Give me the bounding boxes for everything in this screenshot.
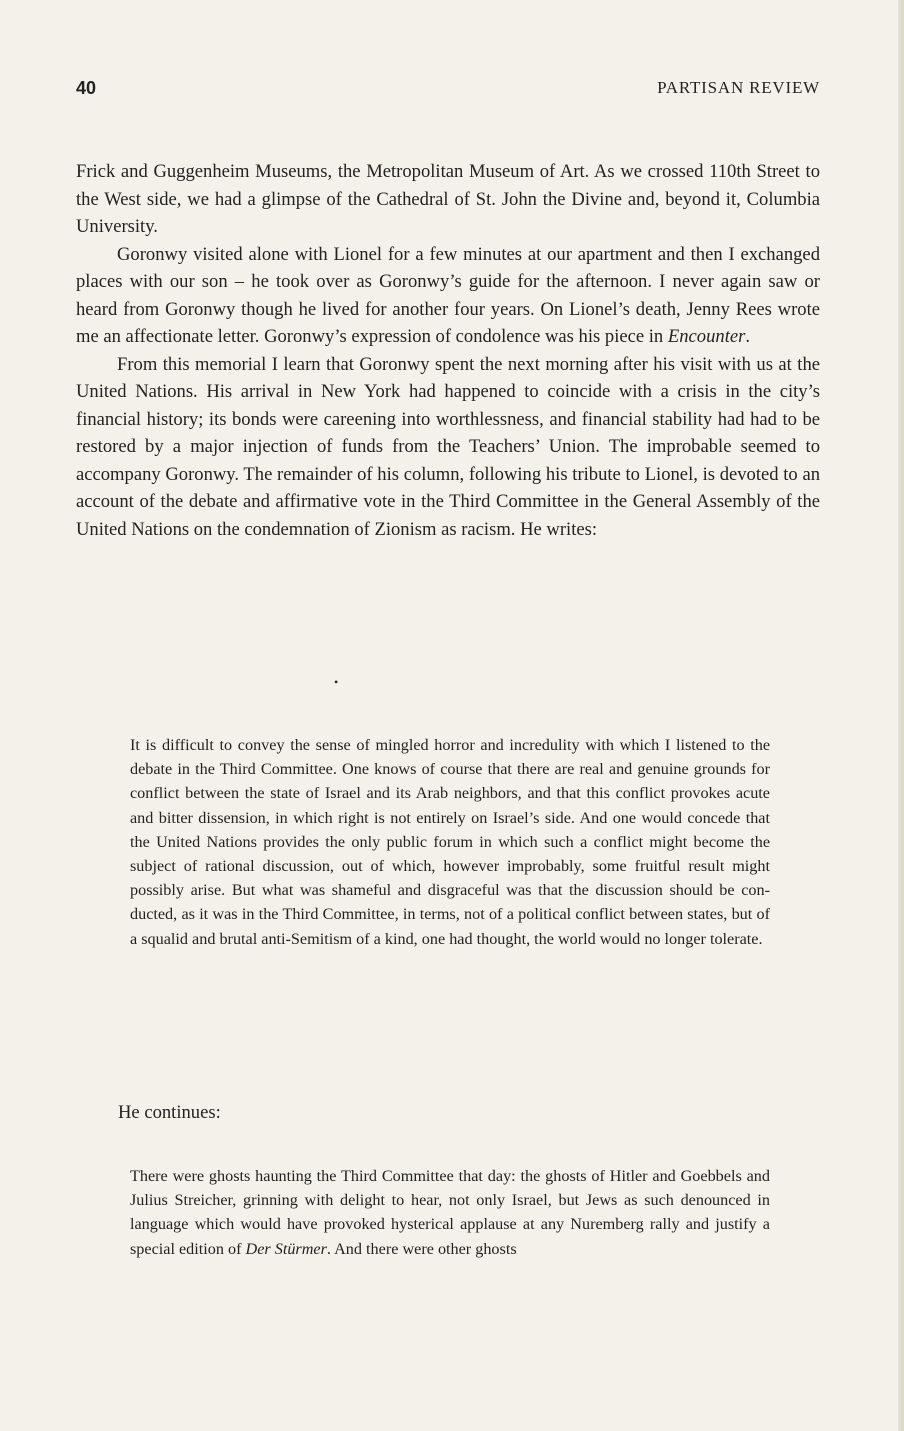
paragraph-3: From this memorial I learn that Goronwy spent the next morning after his visit with us at the United Nations. His arrival in New York had happened to coincide with a crisis in the city’s financial history; its bonds were careening into worthlessness, and financial stability had had to be restored by a major injection of funds from the Teachers’ Union. The improbable seemed to accompany Goronwy. The remainder of his column, following his tribute to Lionel, is devoted to an account of the debate and affirmative vote in the Third Committee in the General Assembly of the United Nations on the condemnation of Zionism as racism. He writes: <box>76 353 820 540</box>
paragraph-2-end: . <box>745 326 750 347</box>
encounter-title: Encounter <box>667 326 746 347</box>
stray-mark: • <box>334 675 339 689</box>
block-quote-2 <box>130 1164 770 1261</box>
page-edge-shadow <box>898 0 904 1431</box>
body-text <box>76 158 820 543</box>
journal-title: PARTISAN REVIEW <box>657 78 820 97</box>
paragraph-2-text: Goronwy visited alone with Lionel for a few minutes at our apartment and then I exchanged places with our son – he took over as Goronwy’s guide for the afternoon. I never again saw or heard from Goronwy though he lived for another four years. On Lionel’s death, Jenny Rees wrote me an affectionate letter. Goronwy’s expression of condolence was his piece in <box>76 243 820 347</box>
continues-line: He continues: <box>118 1102 221 1123</box>
running-head <box>76 78 820 102</box>
block-quote-2-end: . And there were other ghosts <box>326 1239 517 1258</box>
der-sturmer-title: Der Stürmer <box>245 1239 327 1258</box>
paragraph-1: Frick and Guggenheim Museums, the Metropolitan Museum of Art. As we crossed 110th Street to the West side, we had a glimpse of the Cathedral of St. John the Divine and, beyond it, Columbia University. <box>76 161 820 237</box>
page-number: 40 <box>76 78 97 98</box>
block-quote-1: It is difficult to convey the sense of mingled horror and incredulity with which I listened to the debate in the Third Committee. One knows of course that there are real and genuine grounds for conflict between the state of Israel and its Arab neighbors, and that this conflict provokes acute and bitter dissension, in which right is not entirely on Israel’s side. And one would concede that the United Nations provides the only public forum in which such a conflict might become the subject of rational discussion, out of which, however improbably, some fruitful result might possibly arise. But what was shameful and disgraceful was that the discussion should be conducted, as it was in the Third Committee, in terms, not of a political conflict between states, but of a squalid and brutal anti-Semitism of a kind, one had thought, the world would no longer tolerate. <box>130 736 770 948</box>
paragraph-2 <box>76 241 820 351</box>
block-quote-2-text: There were ghosts haunting the Third Committee that day: the ghosts of Hitler and Goebbels and Julius Streicher, grinning with delight to hear, not only Israel, but Jews as such denounced in language which would have provoked hysterical applause at any Nuremberg rally and justify a special edition of <box>130 1167 770 1258</box>
